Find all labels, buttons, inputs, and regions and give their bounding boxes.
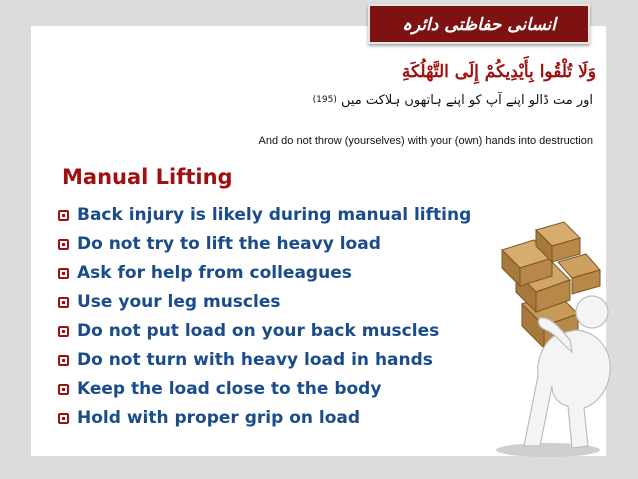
verse-reference: (195) (312, 95, 337, 105)
section-title: Manual Lifting (62, 165, 233, 189)
bullet-icon (58, 297, 69, 308)
bullet-text: Hold with proper grip on load (77, 408, 361, 428)
bullet-icon (58, 210, 69, 221)
list-item (58, 346, 471, 375)
bullet-text: Do not try to lift the heavy load (77, 234, 381, 254)
bullet-list (58, 201, 471, 433)
bullet-text: Do not put load on your back muscles (77, 321, 440, 341)
urdu-translation (280, 93, 593, 108)
arabic-verse: وَلَا تُلْقُوا بِأَيْدِيكُمْ إِلَى التَّهْلُكَةِ (401, 62, 596, 82)
bullet-text: Ask for help from colleagues (77, 263, 352, 283)
bullet-icon (58, 239, 69, 250)
list-item (58, 375, 471, 404)
bullet-icon (58, 384, 69, 395)
bullet-text: Back injury is likely during manual lifting (77, 205, 472, 225)
title-banner: انسانی حفاظتی دائرہ (368, 4, 590, 44)
list-item (58, 230, 471, 259)
english-translation: And do not throw (yourselves) with your (own) hands into destruction (258, 135, 593, 147)
list-item (58, 259, 471, 288)
list-item (58, 288, 471, 317)
bullet-icon (58, 268, 69, 279)
bullet-icon (58, 326, 69, 337)
person-carrying-boxes-icon (480, 200, 630, 460)
list-item (58, 201, 471, 230)
bullet-icon (58, 413, 69, 424)
bullet-text: Keep the load close to the body (77, 379, 382, 399)
urdu-text: اور مت ڈالو اپنے آپ کو اپنے ہاتھوں ہلاکت میں (340, 93, 593, 108)
list-item (58, 404, 471, 433)
bullet-text: Use your leg muscles (77, 292, 281, 312)
bullet-text: Do not turn with heavy load in hands (77, 350, 433, 370)
bullet-icon (58, 355, 69, 366)
list-item (58, 317, 471, 346)
